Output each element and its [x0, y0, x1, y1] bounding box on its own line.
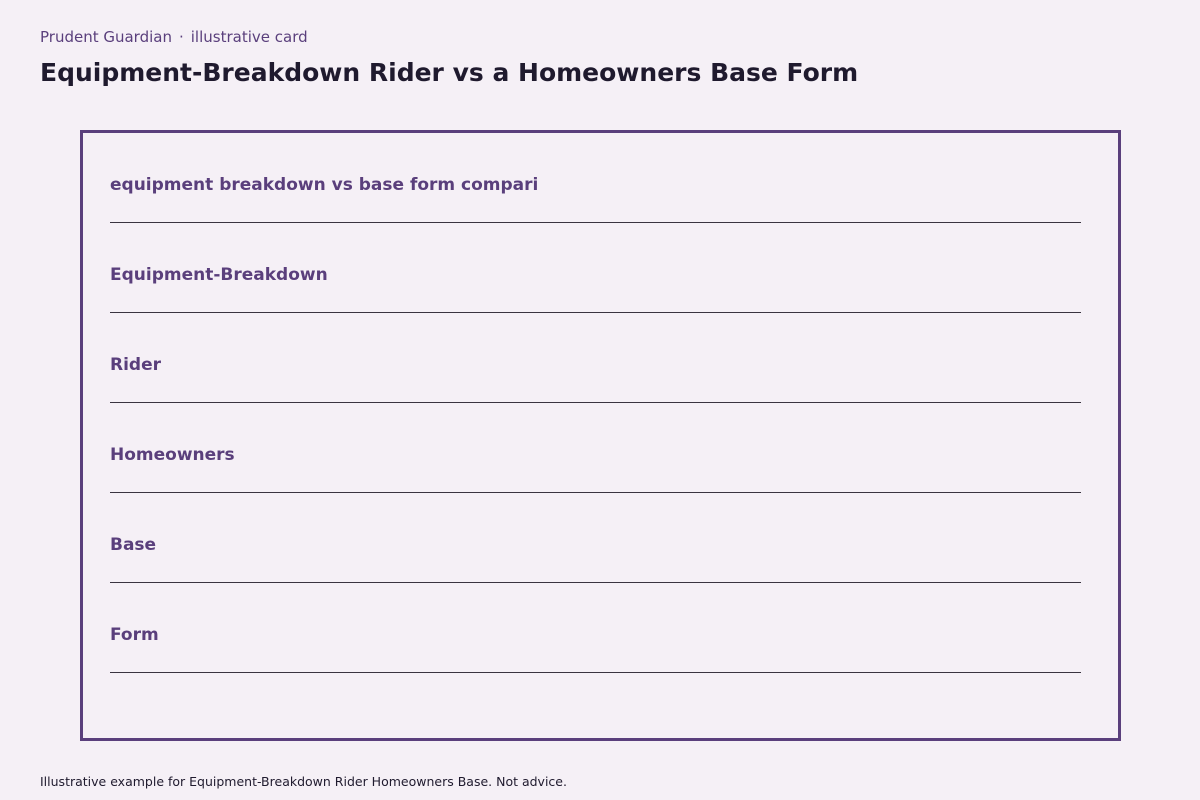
row-label: Base [110, 535, 157, 555]
card-row [110, 223, 1081, 313]
brand-name: Prudent Guardian [40, 28, 172, 46]
row-label: Homeowners [110, 445, 235, 465]
page-header [40, 26, 1160, 90]
row-label: Rider [110, 355, 161, 375]
separator-dot: · [178, 28, 184, 46]
card-row [110, 583, 1081, 673]
card-row [110, 403, 1081, 493]
page-title: Equipment-Breakdown Rider vs a Homeowners Base Form [40, 58, 859, 87]
card-row [110, 313, 1081, 403]
card-rows [110, 133, 1081, 673]
card-tag: illustrative card [190, 28, 308, 46]
card-row [110, 493, 1081, 583]
card-row [110, 133, 1081, 223]
row-label: Equipment-Breakdown [110, 265, 328, 285]
row-label: equipment breakdown vs base form compari [110, 175, 539, 195]
comparison-card [80, 130, 1121, 741]
eyebrow [40, 26, 1160, 48]
footer-disclaimer: Illustrative example for Equipment-Breakdown Rider Homeowners Base. Not advice. [40, 774, 567, 789]
row-label: Form [110, 625, 159, 645]
